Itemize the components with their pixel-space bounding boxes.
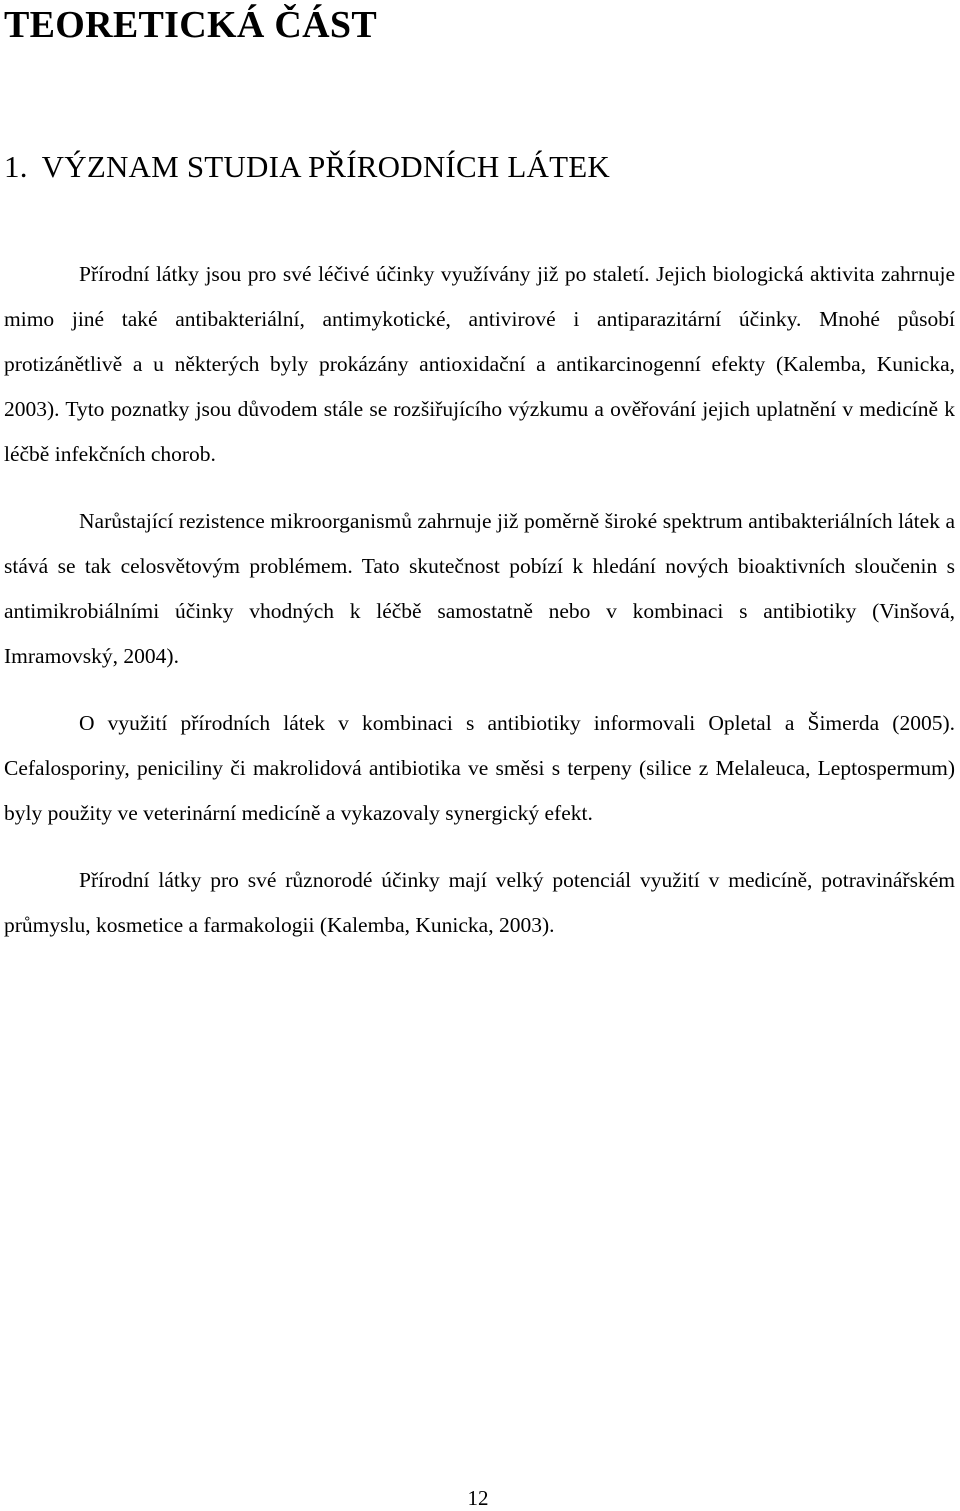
- part-title: TEORETICKÁ ČÁST: [4, 4, 377, 46]
- paragraph: O využití přírodních látek v kombinaci s antibiotiky informovali Opletal a Šimerda (2005). Cefalosporiny, peniciliny či makrolidová antibiotika ve směsi s terpeny (silice z Melaleuca, Leptospermum) byly použity ve veterinární medicíně a vykazovaly synergický efekt.: [4, 711, 955, 825]
- paragraph: Přírodní látky pro své různorodé účinky mají velký potenciál využití v medicíně, potravinářském průmyslu, kosmetice a farmakologii (Kalemba, Kunicka, 2003).: [4, 868, 955, 937]
- paragraph: Přírodní látky jsou pro své léčivé účinky využívány již po staletí. Jejich biologická aktivita zahrnuje mimo jiné také antibakteriální, antimykotické, antivirové i antiparazitární účinky. Mnohé působí protizánětlivě a u některých byly prokázány antioxidační a antikarcinogenní efekty (Kalemba, Kunicka, 2003). Tyto poznatky jsou důvodem stále se rozšiřujícího výzkumu a ověřování jejich uplatnění v medicíně k léčbě infekčních chorob.: [4, 262, 955, 466]
- paragraph: Narůstající rezistence mikroorganismů zahrnuje již poměrně široké spektrum antibakteriálních látek a stává se tak celosvětovým problémem. Tato skutečnost pobízí k hledání nových bioaktivních sloučenin s antimikrobiálními účinky vhodných k léčbě samostatně nebo v kombinaci s antibiotiky (Vinšová, Imramovský, 2004).: [4, 509, 955, 668]
- chapter-number: 1.: [4, 149, 28, 184]
- page-number: [0, 1486, 960, 1510]
- body-text: [4, 252, 955, 948]
- chapter-title: VÝZNAM STUDIA PŘÍRODNÍCH LÁTEK: [41, 149, 610, 184]
- chapter-heading: [4, 147, 610, 187]
- page-number-text: 12: [467, 1486, 489, 1510]
